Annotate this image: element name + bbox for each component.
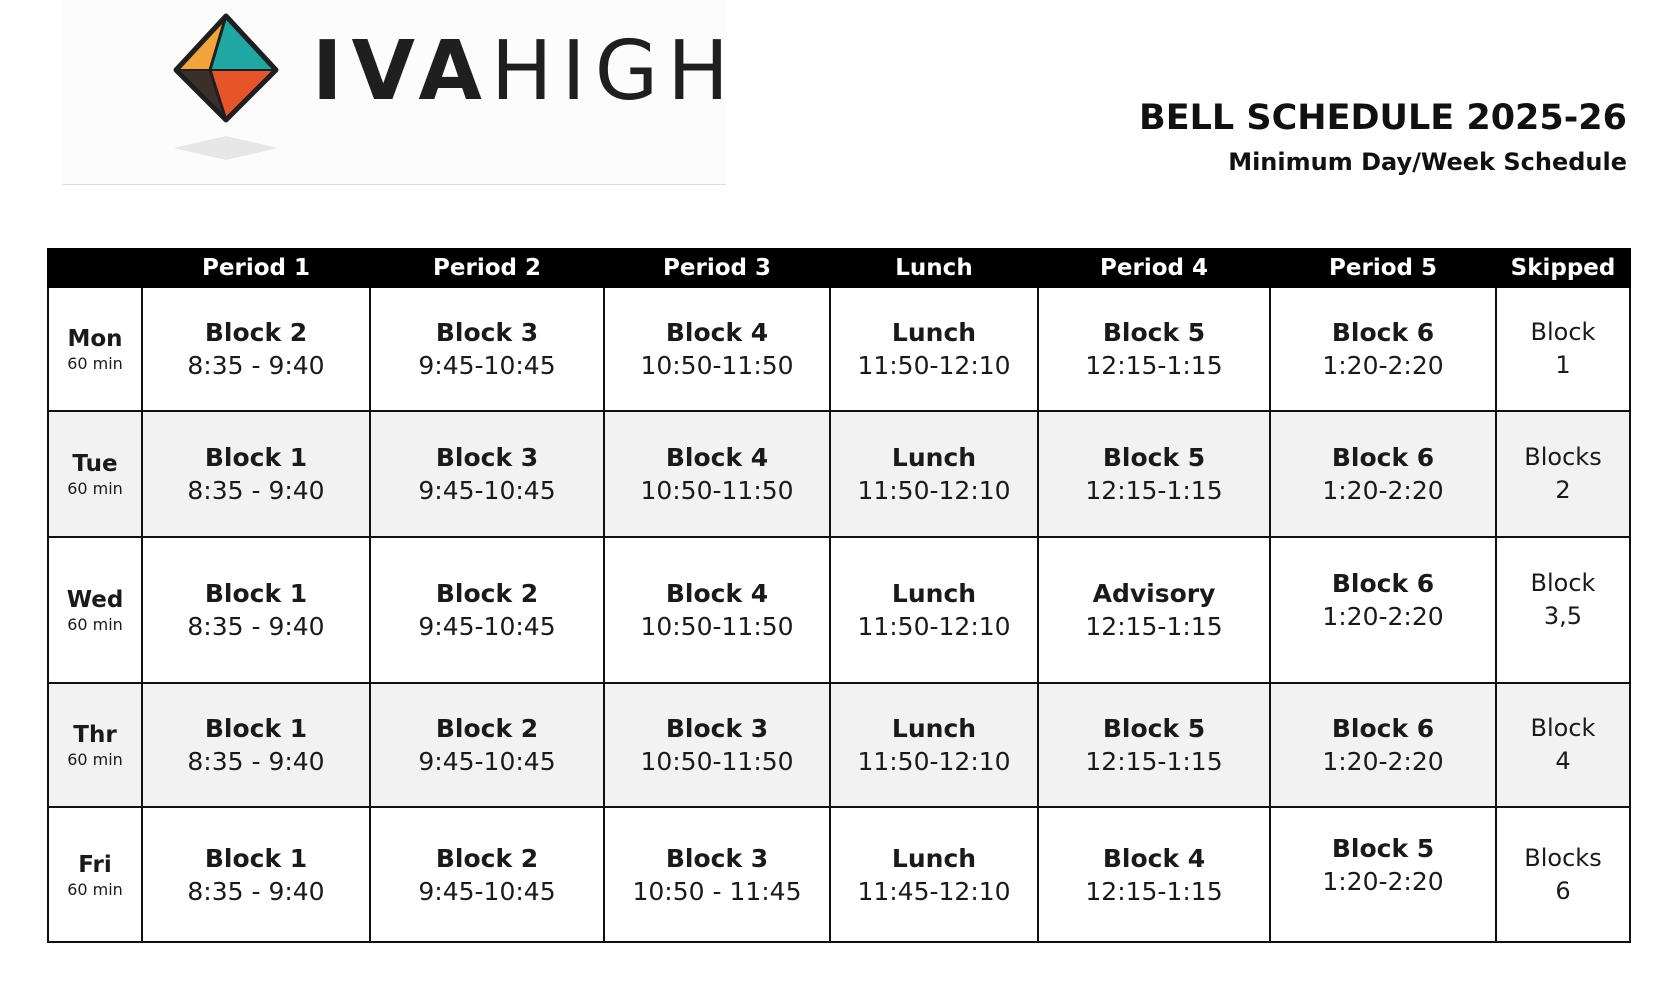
wordmark-bold: IVA: [312, 24, 491, 119]
table-row-tue: [48, 411, 1630, 537]
cell-time: 9:45-10:45: [418, 351, 556, 380]
day-duration: 60 min: [67, 354, 123, 373]
cell-title: Block 4: [665, 579, 769, 608]
skipped-value: 6: [1555, 876, 1571, 905]
cell-title: Block 2: [435, 579, 539, 608]
schedule-cell: [142, 411, 370, 537]
schedule-cell: [370, 411, 604, 537]
skipped-cell: [1496, 287, 1630, 411]
logo-shadow-icon: [172, 134, 280, 162]
day-duration: 60 min: [67, 615, 123, 634]
schedule-cell: [1270, 287, 1496, 411]
schedule-cell: [370, 683, 604, 807]
cell-title: Block 5: [1102, 714, 1206, 743]
schedule-cell: [1038, 287, 1270, 411]
table-row-mon: [48, 287, 1630, 411]
cell-time: 10:50-11:50: [640, 747, 794, 776]
cell-time: 12:15-1:15: [1085, 351, 1223, 380]
cell-time: 10:50-11:50: [640, 612, 794, 641]
cell-title: Block 1: [204, 443, 308, 472]
cell-content: [1271, 832, 1495, 898]
cell-title: Block 6: [1331, 318, 1435, 347]
cell-time: 11:50-12:10: [857, 612, 1011, 641]
skipped-label: Blocks: [1524, 443, 1602, 471]
column-header-skipped: Skipped: [1496, 249, 1630, 287]
day-cell: [48, 287, 142, 411]
schedule-cell: [1038, 683, 1270, 807]
schedule-cell: [830, 807, 1038, 942]
table-row-thr: [48, 683, 1630, 807]
logo-banner: [62, 0, 738, 185]
cell-time: 1:20-2:20: [1322, 602, 1444, 631]
cell-time: 12:15-1:15: [1085, 612, 1223, 641]
cell-time: 1:20-2:20: [1322, 351, 1444, 380]
cell-time: 10:50-11:50: [640, 351, 794, 380]
cell-time: 8:35 - 9:40: [187, 876, 325, 906]
cell-time: 11:50-12:10: [857, 476, 1011, 505]
skipped-label: Block: [1530, 569, 1596, 597]
table-header-row: [48, 249, 1630, 287]
skipped-label: Blocks: [1524, 843, 1602, 872]
day-cell: [48, 807, 142, 942]
cell-time: 1:20-2:20: [1322, 747, 1444, 776]
schedule-cell: [142, 287, 370, 411]
bell-schedule-table: [47, 248, 1631, 943]
header-corner: [48, 249, 142, 287]
wordmark-light: HIGH: [490, 24, 738, 119]
cell-title: Block 1: [204, 579, 308, 608]
cell-time: 10:50-11:50: [640, 476, 794, 505]
column-header-period-3: Period 3: [604, 249, 830, 287]
cell-time: 12:15-1:15: [1085, 476, 1223, 505]
page-title: BELL SCHEDULE 2025-26: [1139, 98, 1627, 138]
cell-title: Block 3: [435, 318, 539, 347]
schedule-cell: [1038, 411, 1270, 537]
schedule-cell: [1270, 807, 1496, 942]
cell-time: 9:45-10:45: [418, 747, 556, 776]
day-cell: [48, 683, 142, 807]
cell-time: 9:45-10:45: [418, 876, 556, 906]
cell-title: Block 5: [1331, 833, 1435, 863]
cell-time: 8:35 - 9:40: [187, 747, 325, 776]
cell-title: Block 6: [1331, 569, 1435, 598]
skipped-label: Block: [1530, 318, 1596, 346]
cell-time: 10:50 - 11:45: [632, 876, 802, 906]
schedule-cell: [142, 807, 370, 942]
skipped-label: Block: [1530, 714, 1596, 742]
brand-wordmark: [312, 22, 738, 122]
skipped-content: [1497, 567, 1629, 633]
cell-title: Lunch: [891, 318, 977, 347]
skipped-value: 2: [1555, 476, 1571, 504]
cell-title: Block 1: [204, 714, 308, 743]
table-row-wed: [48, 537, 1630, 683]
schedule-cell: [604, 537, 830, 683]
cell-title: Lunch: [891, 843, 977, 873]
cell-title: Block 4: [1102, 843, 1206, 873]
cell-title: Block 3: [665, 714, 769, 743]
column-header-lunch: Lunch: [830, 249, 1038, 287]
schedule-cell: [1270, 537, 1496, 683]
day-duration: 60 min: [67, 750, 123, 769]
cell-title: Block 4: [665, 443, 769, 472]
schedule-cell: [1038, 537, 1270, 683]
cell-title: Block 2: [204, 318, 308, 347]
schedule-cell: [604, 287, 830, 411]
schedule-cell: [1270, 683, 1496, 807]
skipped-cell: [1496, 537, 1630, 683]
schedule-cell: [830, 287, 1038, 411]
day-cell: [48, 411, 142, 537]
day-cell: [48, 537, 142, 683]
day-name: Thr: [73, 722, 117, 748]
skipped-cell: [1496, 807, 1630, 942]
skipped-value: 1: [1555, 351, 1571, 379]
cell-title: Block 3: [665, 843, 769, 873]
cell-content: [1271, 567, 1495, 633]
cell-time: 9:45-10:45: [418, 612, 556, 641]
schedule-cell: [604, 807, 830, 942]
column-header-period-4: Period 4: [1038, 249, 1270, 287]
cell-title: Block 5: [1102, 318, 1206, 347]
cell-title: Block 6: [1331, 443, 1435, 472]
cell-title: Block 2: [435, 843, 539, 873]
schedule-cell: [370, 807, 604, 942]
schedule-cell: [604, 411, 830, 537]
schedule-cell: [830, 411, 1038, 537]
cell-time: 9:45-10:45: [418, 476, 556, 505]
cell-time: 8:35 - 9:40: [187, 612, 325, 641]
day-name: Mon: [67, 326, 123, 352]
cell-time: 8:35 - 9:40: [187, 351, 325, 380]
cell-time: 11:50-12:10: [857, 351, 1011, 380]
cell-title: Lunch: [891, 443, 977, 472]
schedule-cell: [142, 537, 370, 683]
cell-title: Block 2: [435, 714, 539, 743]
cell-time: 12:15-1:15: [1085, 747, 1223, 776]
skipped-value: 4: [1555, 747, 1571, 775]
schedule-cell: [370, 537, 604, 683]
cell-title: Lunch: [891, 714, 977, 743]
skipped-value: 3,5: [1543, 602, 1583, 630]
cell-time: 12:15-1:15: [1085, 876, 1223, 906]
schedule-cell: [370, 287, 604, 411]
cell-title: Block 5: [1102, 443, 1206, 472]
day-duration: 60 min: [67, 479, 123, 498]
day-name: Fri: [78, 851, 112, 878]
cell-title: Block 4: [665, 318, 769, 347]
column-header-period-5: Period 5: [1270, 249, 1496, 287]
cell-title: Block 6: [1331, 714, 1435, 743]
skipped-cell: [1496, 683, 1630, 807]
cell-time: 8:35 - 9:40: [187, 476, 325, 505]
cell-title: Lunch: [891, 579, 977, 608]
day-duration: 60 min: [67, 879, 123, 899]
column-header-period-2: Period 2: [370, 249, 604, 287]
schedule-cell: [830, 537, 1038, 683]
cell-title: Block 1: [204, 843, 308, 873]
table-row-fri: [48, 807, 1630, 942]
schedule-cell: [1038, 807, 1270, 942]
skipped-cell: [1496, 411, 1630, 537]
cell-time: 11:45-12:10: [857, 876, 1011, 906]
octahedron-logo-icon: [170, 12, 282, 124]
schedule-cell: [142, 683, 370, 807]
day-name: Wed: [66, 587, 124, 613]
schedule-cell: [1270, 411, 1496, 537]
cell-time: 11:50-12:10: [857, 747, 1011, 776]
day-name: Tue: [72, 451, 118, 477]
cell-time: 1:20-2:20: [1322, 866, 1444, 896]
schedule-cell: [830, 683, 1038, 807]
cell-title: Block 3: [435, 443, 539, 472]
page-subtitle: Minimum Day/Week Schedule: [1228, 148, 1627, 176]
cell-title: Advisory: [1092, 579, 1216, 608]
column-header-period-1: Period 1: [142, 249, 370, 287]
schedule-cell: [604, 683, 830, 807]
cell-time: 1:20-2:20: [1322, 476, 1444, 505]
